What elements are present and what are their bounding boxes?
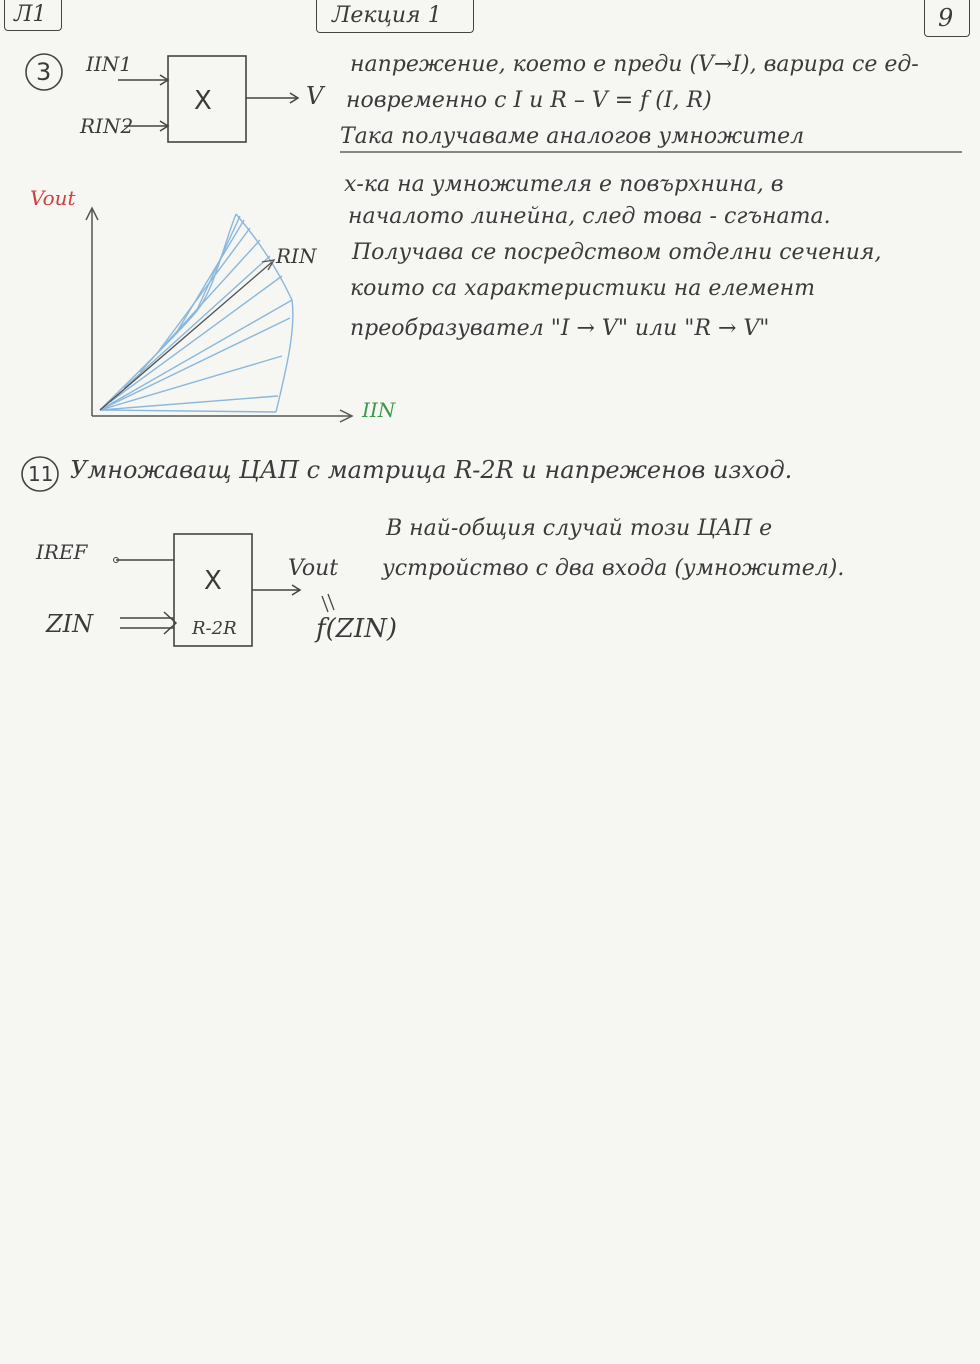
section3-desc-5: преобразувател "I → V" или "R → V" bbox=[350, 316, 770, 341]
page-number: 9 bbox=[938, 4, 954, 32]
multiplier-input2: RIN2 bbox=[80, 114, 134, 138]
section3-desc-3: Получава се посредством отделни сечения, bbox=[352, 240, 882, 265]
dac-desc-2: устройство с два входа (умножител). bbox=[382, 556, 845, 581]
graph-y-label: Vout bbox=[30, 186, 76, 210]
dac-output-formula: f(ZIN) bbox=[316, 614, 397, 644]
multiplier-input1: IIN1 bbox=[86, 52, 133, 76]
section3-text-line1: напрежение, което е преди (V→I), варира се ед- bbox=[350, 52, 919, 77]
section3-text-line3: Така получаваме аналогов умножител bbox=[340, 124, 805, 149]
graph-x-label: IIN bbox=[362, 398, 396, 422]
section3-desc-1: х-ка на умножителя е повърхнина, в bbox=[344, 172, 784, 197]
dac-desc-1: В най-общия случай този ЦАП е bbox=[386, 516, 773, 541]
multiplier-symbol: X bbox=[194, 86, 212, 116]
dac-sublabel: R-2R bbox=[192, 618, 237, 639]
rin-line bbox=[100, 262, 272, 410]
section3-desc-4: които са характеристики на елемент bbox=[350, 276, 815, 301]
section11-heading: Умножаващ ЦАП с матрица R-2R и напреженов изход. bbox=[70, 456, 793, 484]
section3-text-line2: новременно с I и R – V = f (I, R) bbox=[346, 88, 712, 113]
section3-number: 3 bbox=[36, 58, 52, 86]
dac-input-ref: IREF bbox=[36, 540, 88, 564]
dac-output: Vout bbox=[288, 556, 339, 581]
header-title: Лекция 1 bbox=[332, 3, 442, 28]
section3-desc-2: началото линейна, след това - сгъната. bbox=[348, 204, 831, 229]
surface-sections bbox=[100, 214, 293, 412]
section11-number: 11 bbox=[28, 462, 54, 486]
graph-curve-label: RIN bbox=[276, 244, 317, 268]
header-left-code: Л1 bbox=[14, 2, 47, 27]
dac-symbol: X bbox=[204, 566, 222, 596]
dac-input-z: ZIN bbox=[46, 610, 94, 638]
multiplier-output: V bbox=[306, 82, 324, 110]
